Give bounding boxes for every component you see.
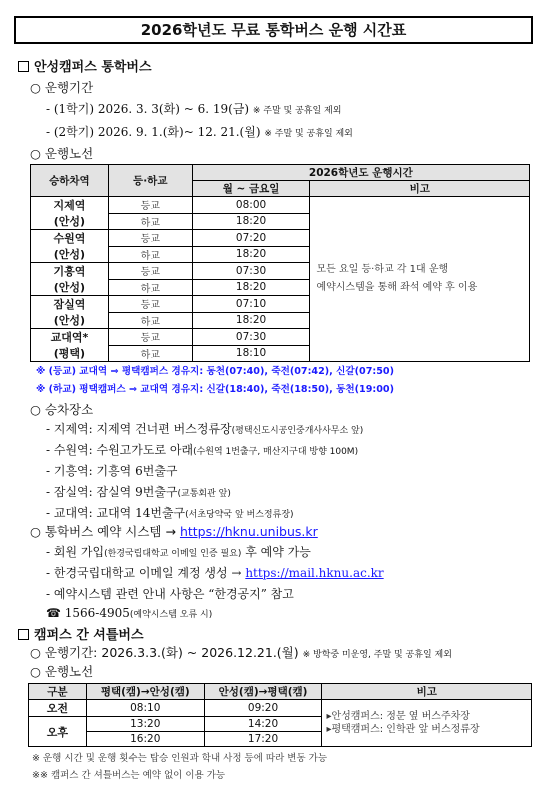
time-cell: 08:10	[86, 700, 204, 717]
period-label: ○ 운행기간	[30, 80, 94, 95]
shuttle-period: ○ 운행기간: 2026.3.3.(화) ~ 2026.12.21.(월) ※ 방학중 미운영, 주말 및 공휴일 제외	[30, 645, 452, 660]
shuttle-route-label: ○ 운행노선	[30, 664, 94, 679]
period-2-text: - (2학기) 2026. 9. 1.(화)~ 12. 21.(월)	[46, 125, 261, 139]
direction-cell: 하교	[108, 345, 192, 362]
reserve-label: ○ 통학버스 예약 시스템 →	[30, 524, 176, 539]
footnote-1: ※ 운행 시간 및 운행 횟수는 탑승 인원과 학내 사정 등에 따라 변동 가능	[32, 753, 327, 764]
col-weekday-header: 월 ~ 금요일	[192, 181, 310, 197]
note-line-2: 예약시스템을 통해 좌석 예약 후 이용	[316, 282, 478, 293]
stop-line: - 기흥역: 기흥역 6번출구	[46, 464, 178, 478]
reserve-note-2: - 한경국립대학교 이메일 계정 생성 → https://mail.hknu.ac.kr	[46, 566, 384, 580]
note-cell	[310, 197, 530, 362]
phone-icon: ☎ 1566-4905	[46, 606, 130, 620]
period-cell: 오후	[29, 717, 87, 747]
time-cell: 18:10	[192, 345, 310, 362]
reserve-note-3: - 예약시스템 관련 안내 사항은 “한경공지” 참고	[46, 587, 294, 601]
checkbox-square-icon	[18, 629, 29, 640]
col-as-pt-header: 안성(캠)→평택(캠)	[204, 684, 322, 700]
phone-line: ☎ 1566-4905(예약시스템 오류 시)	[46, 606, 213, 620]
shuttle-note-cell: ▸안성캠퍼스: 정문 옆 버스주차장 ▸평택캠퍼스: 인학관 앞 버스정류장	[322, 700, 532, 747]
col-note-header: 비고	[322, 684, 532, 700]
direction-cell: 등교	[108, 197, 192, 214]
reserve-system-link[interactable]: https://hknu.unibus.kr	[179, 524, 318, 539]
direction-cell: 하교	[108, 279, 192, 296]
footnote-2: ※※ 캠퍼스 간 셔틀버스는 예약 없이 이용 가능	[32, 770, 226, 781]
time-cell: 18:20	[192, 279, 310, 296]
direction-cell: 하교	[108, 312, 192, 329]
mail-link[interactable]: https://mail.hknu.ac.kr	[245, 566, 384, 580]
direction-cell: 하교	[108, 213, 192, 230]
time-cell: 07:20	[192, 230, 310, 247]
col-direction-header: 등·하교	[108, 165, 192, 197]
via-note-1: ※ (등교) 교대역 ⇒ 평택캠퍼스 경유지: 동천(07:40), 죽전(07:42), 신갈(07:50)	[36, 366, 394, 377]
time-cell: 07:30	[192, 263, 310, 280]
period-1-note: ※ 주말 및 공휴일 제외	[252, 106, 342, 116]
direction-cell: 등교	[108, 296, 192, 313]
stop-line: - 잠실역: 잠실역 9번출구(교통회관 앞)	[46, 485, 231, 499]
table-row	[29, 700, 532, 717]
direction-cell: 등교	[108, 230, 192, 247]
reserve-line	[30, 522, 318, 540]
stop-line: - 수원역: 수원고가도로 아래(수원역 1번출구, 매산지구대 방향 100M)	[46, 443, 359, 457]
page-title: 2026학년도 무료 통학버스 운행 시간표	[14, 16, 533, 44]
table-row	[31, 197, 530, 214]
station-cell: 잠실역 (안성)	[31, 296, 109, 329]
col-pt-as-header: 평택(캠)→안성(캠)	[86, 684, 204, 700]
station-cell: 기흥역 (안성)	[31, 263, 109, 296]
col-time-group-header: 2026학년도 운행시간	[192, 165, 529, 181]
col-station-header: 승하차역	[31, 165, 109, 197]
station-cell: 수원역 (안성)	[31, 230, 109, 263]
stop-line: - 지제역: 지제역 건너편 버스정류장(평택신도시공인중개사사무소 앞)	[46, 422, 364, 436]
col-note-header: 비고	[310, 181, 530, 197]
col-type-header: 구분	[29, 684, 87, 700]
time-cell: 08:00	[192, 197, 310, 214]
period-line-1	[46, 100, 341, 117]
direction-cell: 등교	[108, 329, 192, 346]
section-heading-commute	[18, 56, 152, 75]
period-line-2	[46, 123, 353, 140]
section-heading-text: 캠퍼스 간 셔틀버스	[34, 628, 144, 643]
time-cell: 09:20	[204, 700, 322, 717]
time-cell: 16:20	[86, 732, 204, 747]
shuttle-timetable	[28, 683, 532, 747]
via-note-2: ※ (하교) 평택캠퍼스 ⇒ 교대역 경유지: 신갈(18:40), 죽전(18:50), 동천(19:00)	[36, 384, 394, 395]
time-cell: 18:20	[192, 246, 310, 263]
route-label: ○ 운행노선	[30, 146, 94, 161]
reserve-note-1: - 회원 가입(한경국립대학교 이메일 인증 필요) 후 예약 가능	[46, 545, 311, 559]
stop-line: - 교대역: 교대역 14번출구(서초당약국 앞 버스정류장)	[46, 506, 294, 520]
station-cell: 지제역 (안성)	[31, 197, 109, 230]
checkbox-square-icon	[18, 61, 29, 72]
time-cell: 18:20	[192, 213, 310, 230]
note-line-1: 모든 요일 등·하교 각 1대 운행	[316, 264, 449, 275]
stops-label: ○ 승차장소	[30, 402, 94, 417]
time-cell: 07:10	[192, 296, 310, 313]
time-cell: 14:20	[204, 717, 322, 732]
time-cell: 13:20	[86, 717, 204, 732]
period-cell: 오전	[29, 700, 87, 717]
period-1-text: - (1학기) 2026. 3. 3(화) ~ 6. 19(금)	[46, 102, 250, 116]
commute-timetable	[30, 164, 530, 362]
time-cell: 07:30	[192, 329, 310, 346]
direction-cell: 하교	[108, 246, 192, 263]
station-cell: 교대역* (평택)	[31, 329, 109, 362]
direction-cell: 등교	[108, 263, 192, 280]
time-cell: 17:20	[204, 732, 322, 747]
period-2-note: ※ 주말 및 공휴일 제외	[264, 129, 353, 139]
section-heading-shuttle	[18, 624, 144, 643]
section-heading-text: 안성캠퍼스 통학버스	[34, 60, 152, 75]
time-cell: 18:20	[192, 312, 310, 329]
